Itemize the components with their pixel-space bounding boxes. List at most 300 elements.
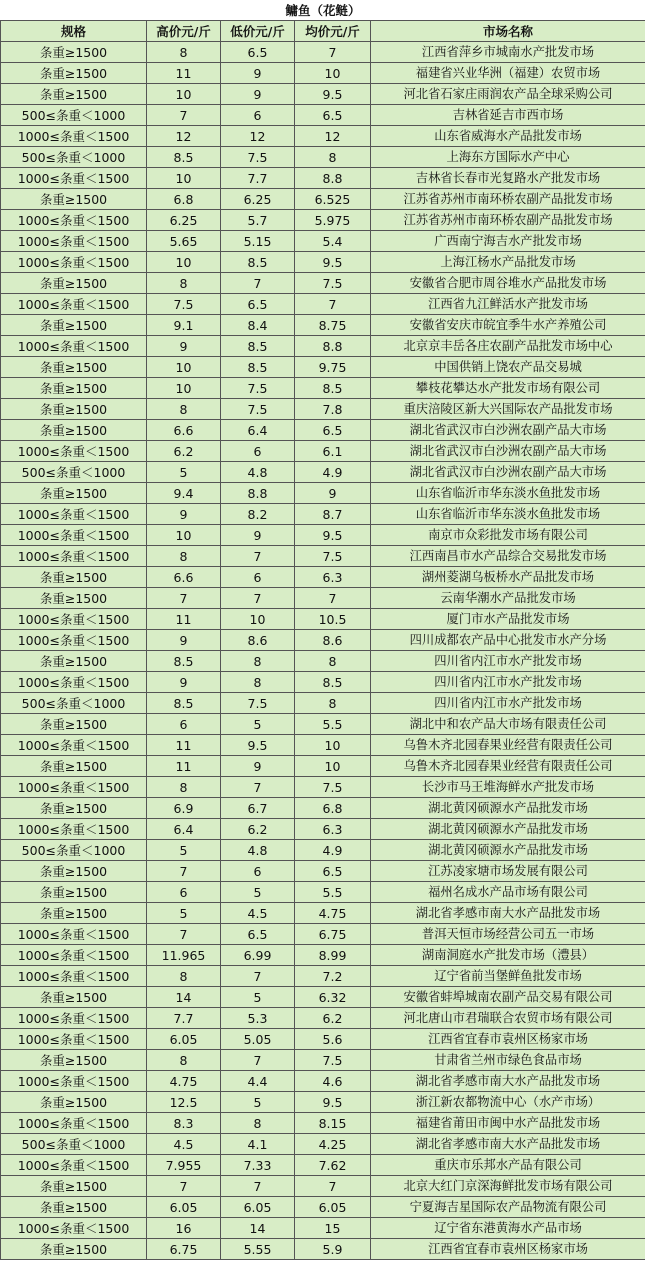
cell-high-price: 6.6 (147, 567, 221, 588)
cell-high-price: 8.5 (147, 147, 221, 168)
cell-low-price: 8.2 (221, 504, 295, 525)
cell-high-price: 9 (147, 504, 221, 525)
cell-avg-price: 4.75 (295, 903, 371, 924)
cell-market-name: 乌鲁木齐北园春果业经营有限责任公司 (371, 756, 645, 777)
cell-high-price: 10 (147, 378, 221, 399)
cell-market-name: 宁夏海吉星国际农产品物流有限公司 (371, 1197, 645, 1218)
cell-low-price: 7 (221, 546, 295, 567)
cell-high-price: 8 (147, 777, 221, 798)
table-row (1, 231, 645, 252)
cell-avg-price: 5.6 (295, 1029, 371, 1050)
table-row (1, 357, 645, 378)
table-row (1, 420, 645, 441)
table-row (1, 126, 645, 147)
cell-high-price: 12 (147, 126, 221, 147)
table-row (1, 798, 645, 819)
cell-spec: 条重≥1500 (1, 1197, 147, 1218)
table-row (1, 987, 645, 1008)
table-row (1, 609, 645, 630)
cell-high-price: 7.7 (147, 1008, 221, 1029)
cell-high-price: 7.955 (147, 1155, 221, 1176)
table-row (1, 882, 645, 903)
cell-avg-price: 8.5 (295, 672, 371, 693)
cell-low-price: 8 (221, 672, 295, 693)
cell-avg-price: 7 (295, 294, 371, 315)
cell-avg-price: 5.5 (295, 714, 371, 735)
table-row (1, 105, 645, 126)
cell-high-price: 11 (147, 735, 221, 756)
cell-avg-price: 10 (295, 63, 371, 84)
cell-low-price: 14 (221, 1218, 295, 1239)
cell-avg-price: 8.6 (295, 630, 371, 651)
cell-avg-price: 8.8 (295, 336, 371, 357)
cell-avg-price: 5.975 (295, 210, 371, 231)
cell-market-name: 福建省兴业华洲（福建）农贸市场 (371, 63, 645, 84)
cell-avg-price: 9 (295, 483, 371, 504)
cell-high-price: 6.75 (147, 1239, 221, 1260)
table-row (1, 210, 645, 231)
cell-low-price: 6 (221, 861, 295, 882)
cell-avg-price: 6.5 (295, 105, 371, 126)
cell-market-name: 重庆涪陵区新大兴国际农产品批发市场 (371, 399, 645, 420)
cell-market-name: 南京市众彩批发市场有限公司 (371, 525, 645, 546)
table-row (1, 273, 645, 294)
cell-market-name: 四川省内江市水产批发市场 (371, 651, 645, 672)
cell-market-name: 山东省威海水产品批发市场 (371, 126, 645, 147)
table-row (1, 441, 645, 462)
cell-spec: 1000≤条重＜1500 (1, 441, 147, 462)
cell-market-name: 江西省九江鲜活水产批发市场 (371, 294, 645, 315)
cell-avg-price: 9.5 (295, 1092, 371, 1113)
cell-low-price: 6.4 (221, 420, 295, 441)
cell-market-name: 湖北省武汉市白沙洲农副产品大市场 (371, 441, 645, 462)
cell-avg-price: 8.15 (295, 1113, 371, 1134)
cell-low-price: 5 (221, 987, 295, 1008)
cell-high-price: 11.965 (147, 945, 221, 966)
cell-spec: 1000≤条重＜1500 (1, 126, 147, 147)
cell-avg-price: 8 (295, 651, 371, 672)
cell-market-name: 中国供销上饶农产品交易城 (371, 357, 645, 378)
table-row (1, 1008, 645, 1029)
table-row (1, 735, 645, 756)
cell-high-price: 8 (147, 273, 221, 294)
cell-market-name: 吉林省长春市光复路水产批发市场 (371, 168, 645, 189)
cell-spec: 1000≤条重＜1500 (1, 1029, 147, 1050)
cell-market-name: 江苏省苏州市南环桥农副产品批发市场 (371, 210, 645, 231)
cell-avg-price: 8.75 (295, 315, 371, 336)
cell-spec: 条重≥1500 (1, 483, 147, 504)
cell-spec: 条重≥1500 (1, 1176, 147, 1197)
cell-low-price: 9 (221, 756, 295, 777)
cell-market-name: 江西南昌市水产品综合交易批发市场 (371, 546, 645, 567)
cell-spec: 1000≤条重＜1500 (1, 609, 147, 630)
table-row (1, 1218, 645, 1239)
cell-market-name: 江西省萍乡市城南水产批发市场 (371, 42, 645, 63)
cell-avg-price: 6.32 (295, 987, 371, 1008)
cell-high-price: 4.75 (147, 1071, 221, 1092)
cell-spec: 条重≥1500 (1, 987, 147, 1008)
cell-avg-price: 6.5 (295, 420, 371, 441)
cell-low-price: 6 (221, 441, 295, 462)
table-row (1, 630, 645, 651)
cell-high-price: 7 (147, 924, 221, 945)
table-row (1, 1113, 645, 1134)
cell-market-name: 湖州菱湖乌板桥水产品批发市场 (371, 567, 645, 588)
cell-avg-price: 7.5 (295, 1050, 371, 1071)
cell-avg-price: 7.62 (295, 1155, 371, 1176)
cell-spec: 1000≤条重＜1500 (1, 231, 147, 252)
cell-low-price: 8 (221, 1113, 295, 1134)
cell-low-price: 6 (221, 105, 295, 126)
cell-spec: 500≤条重＜1000 (1, 105, 147, 126)
table-row (1, 525, 645, 546)
cell-market-name: 安徽省合肥市周谷堆水产品批发市场 (371, 273, 645, 294)
cell-spec: 条重≥1500 (1, 84, 147, 105)
cell-low-price: 7 (221, 966, 295, 987)
cell-spec: 1000≤条重＜1500 (1, 1071, 147, 1092)
table-row (1, 63, 645, 84)
cell-avg-price: 9.5 (295, 252, 371, 273)
table-row (1, 672, 645, 693)
cell-spec: 条重≥1500 (1, 1092, 147, 1113)
cell-low-price: 6.5 (221, 42, 295, 63)
cell-market-name: 湖南洞庭水产批发市场（澧县） (371, 945, 645, 966)
cell-avg-price: 9.5 (295, 84, 371, 105)
table-row (1, 966, 645, 987)
cell-low-price: 6.99 (221, 945, 295, 966)
cell-market-name: 山东省临沂市华东淡水鱼批发市场 (371, 504, 645, 525)
cell-market-name: 厦门市水产品批发市场 (371, 609, 645, 630)
cell-avg-price: 4.9 (295, 840, 371, 861)
cell-market-name: 辽宁省前当堡鲜鱼批发市场 (371, 966, 645, 987)
cell-low-price: 5.3 (221, 1008, 295, 1029)
cell-market-name: 上海东方国际水产中心 (371, 147, 645, 168)
table-row (1, 1071, 645, 1092)
cell-high-price: 8 (147, 546, 221, 567)
cell-low-price: 5.15 (221, 231, 295, 252)
cell-high-price: 8.3 (147, 1113, 221, 1134)
cell-avg-price: 6.525 (295, 189, 371, 210)
table-title: 鳙鱼（花鲢） (1, 0, 645, 21)
cell-spec: 条重≥1500 (1, 1050, 147, 1071)
cell-low-price: 9.5 (221, 735, 295, 756)
cell-avg-price: 6.05 (295, 1197, 371, 1218)
table-row (1, 756, 645, 777)
cell-high-price: 6.2 (147, 441, 221, 462)
cell-low-price: 7.7 (221, 168, 295, 189)
cell-high-price: 8 (147, 42, 221, 63)
cell-spec: 1000≤条重＜1500 (1, 168, 147, 189)
table-row (1, 483, 645, 504)
cell-market-name: 乌鲁木齐北园春果业经营有限责任公司 (371, 735, 645, 756)
cell-high-price: 10 (147, 252, 221, 273)
table-row (1, 42, 645, 63)
header-avg-price: 均价元/斤 (295, 21, 371, 42)
cell-market-name: 江西省宜春市袁州区杨家市场 (371, 1029, 645, 1050)
cell-low-price: 7 (221, 588, 295, 609)
table-row (1, 1050, 645, 1071)
cell-high-price: 4.5 (147, 1134, 221, 1155)
cell-low-price: 5 (221, 714, 295, 735)
cell-market-name: 上海江杨水产品批发市场 (371, 252, 645, 273)
header-low-price: 低价元/斤 (221, 21, 295, 42)
cell-avg-price: 6.5 (295, 861, 371, 882)
table-row (1, 1239, 645, 1260)
cell-low-price: 6.7 (221, 798, 295, 819)
cell-high-price: 7.5 (147, 294, 221, 315)
cell-market-name: 安徽省蚌埠城南农副产品交易有限公司 (371, 987, 645, 1008)
cell-low-price: 8 (221, 651, 295, 672)
cell-spec: 1000≤条重＜1500 (1, 630, 147, 651)
cell-low-price: 7.5 (221, 399, 295, 420)
cell-low-price: 8.5 (221, 252, 295, 273)
cell-spec: 1000≤条重＜1500 (1, 1008, 147, 1029)
table-row (1, 777, 645, 798)
cell-market-name: 北京京丰岳各庄农副产品批发市场中心 (371, 336, 645, 357)
cell-avg-price: 4.25 (295, 1134, 371, 1155)
cell-market-name: 吉林省延吉市西市场 (371, 105, 645, 126)
cell-low-price: 8.4 (221, 315, 295, 336)
cell-spec: 500≤条重＜1000 (1, 1134, 147, 1155)
table-row (1, 378, 645, 399)
cell-market-name: 湖北中和农产品大市场有限责任公司 (371, 714, 645, 735)
cell-spec: 500≤条重＜1000 (1, 840, 147, 861)
cell-high-price: 9 (147, 630, 221, 651)
cell-market-name: 四川省内江市水产批发市场 (371, 693, 645, 714)
cell-low-price: 6.25 (221, 189, 295, 210)
table-row (1, 168, 645, 189)
cell-avg-price: 8 (295, 147, 371, 168)
table-row (1, 819, 645, 840)
cell-avg-price: 8 (295, 693, 371, 714)
cell-high-price: 7 (147, 861, 221, 882)
cell-high-price: 10 (147, 168, 221, 189)
cell-avg-price: 9.75 (295, 357, 371, 378)
cell-high-price: 6.05 (147, 1197, 221, 1218)
cell-avg-price: 10 (295, 735, 371, 756)
cell-avg-price: 7.8 (295, 399, 371, 420)
cell-spec: 1000≤条重＜1500 (1, 294, 147, 315)
cell-high-price: 6.05 (147, 1029, 221, 1050)
cell-high-price: 6 (147, 882, 221, 903)
table-row (1, 714, 645, 735)
cell-high-price: 6.6 (147, 420, 221, 441)
cell-market-name: 福州名成水产品市场有限公司 (371, 882, 645, 903)
cell-market-name: 江苏省苏州市南环桥农副产品批发市场 (371, 189, 645, 210)
cell-low-price: 6.5 (221, 294, 295, 315)
cell-high-price: 7 (147, 588, 221, 609)
table-row (1, 945, 645, 966)
cell-avg-price: 8.5 (295, 378, 371, 399)
table-row (1, 462, 645, 483)
cell-market-name: 四川成都农产品中心批发市水产分场 (371, 630, 645, 651)
table-row (1, 1176, 645, 1197)
cell-spec: 1000≤条重＜1500 (1, 777, 147, 798)
cell-avg-price: 5.9 (295, 1239, 371, 1260)
header-market-name: 市场名称 (371, 21, 645, 42)
cell-spec: 500≤条重＜1000 (1, 693, 147, 714)
cell-avg-price: 7 (295, 1176, 371, 1197)
cell-high-price: 6 (147, 714, 221, 735)
cell-low-price: 4.8 (221, 462, 295, 483)
cell-low-price: 5 (221, 1092, 295, 1113)
cell-spec: 条重≥1500 (1, 399, 147, 420)
cell-market-name: 江苏凌家塘市场发展有限公司 (371, 861, 645, 882)
cell-high-price: 5 (147, 840, 221, 861)
table-row (1, 840, 645, 861)
cell-spec: 1000≤条重＜1500 (1, 966, 147, 987)
cell-spec: 500≤条重＜1000 (1, 462, 147, 483)
cell-spec: 条重≥1500 (1, 798, 147, 819)
cell-high-price: 8 (147, 399, 221, 420)
cell-avg-price: 6.2 (295, 1008, 371, 1029)
cell-low-price: 6.05 (221, 1197, 295, 1218)
cell-low-price: 5.7 (221, 210, 295, 231)
cell-spec: 条重≥1500 (1, 42, 147, 63)
cell-market-name: 重庆市乐邦水产品有限公司 (371, 1155, 645, 1176)
cell-low-price: 5.05 (221, 1029, 295, 1050)
cell-spec: 条重≥1500 (1, 714, 147, 735)
cell-market-name: 湖北黄冈硕源水产品批发市场 (371, 819, 645, 840)
cell-avg-price: 15 (295, 1218, 371, 1239)
cell-market-name: 辽宁省东港黄海水产品市场 (371, 1218, 645, 1239)
title-row (1, 0, 645, 21)
cell-market-name: 河北唐山市君瑞联合农贸市场有限公司 (371, 1008, 645, 1029)
cell-market-name: 湖北黄冈硕源水产品批发市场 (371, 840, 645, 861)
cell-spec: 1000≤条重＜1500 (1, 1218, 147, 1239)
cell-high-price: 16 (147, 1218, 221, 1239)
cell-spec: 1000≤条重＜1500 (1, 336, 147, 357)
cell-market-name: 长沙市马王堆海鲜水产批发市场 (371, 777, 645, 798)
cell-high-price: 10 (147, 84, 221, 105)
cell-high-price: 11 (147, 63, 221, 84)
cell-low-price: 8.5 (221, 357, 295, 378)
cell-avg-price: 8.7 (295, 504, 371, 525)
cell-high-price: 9.1 (147, 315, 221, 336)
cell-market-name: 广西南宁海吉水产批发市场 (371, 231, 645, 252)
cell-high-price: 6.8 (147, 189, 221, 210)
table-row (1, 84, 645, 105)
table-row (1, 1134, 645, 1155)
cell-avg-price: 10.5 (295, 609, 371, 630)
cell-spec: 条重≥1500 (1, 756, 147, 777)
cell-low-price: 4.1 (221, 1134, 295, 1155)
cell-high-price: 7 (147, 105, 221, 126)
cell-market-name: 山东省临沂市华东淡水鱼批发市场 (371, 483, 645, 504)
cell-high-price: 10 (147, 357, 221, 378)
cell-avg-price: 6.3 (295, 567, 371, 588)
table-row (1, 651, 645, 672)
cell-spec: 1000≤条重＜1500 (1, 1113, 147, 1134)
cell-spec: 条重≥1500 (1, 315, 147, 336)
cell-spec: 1000≤条重＜1500 (1, 945, 147, 966)
table-row (1, 294, 645, 315)
cell-low-price: 5 (221, 882, 295, 903)
table-row (1, 399, 645, 420)
cell-spec: 条重≥1500 (1, 273, 147, 294)
cell-low-price: 7 (221, 1176, 295, 1197)
cell-low-price: 7 (221, 777, 295, 798)
cell-high-price: 5 (147, 903, 221, 924)
table-row (1, 546, 645, 567)
table-row (1, 1092, 645, 1113)
cell-spec: 1000≤条重＜1500 (1, 735, 147, 756)
cell-low-price: 6.2 (221, 819, 295, 840)
cell-low-price: 7 (221, 273, 295, 294)
cell-spec: 条重≥1500 (1, 567, 147, 588)
cell-avg-price: 4.6 (295, 1071, 371, 1092)
cell-spec: 1000≤条重＜1500 (1, 819, 147, 840)
cell-low-price: 5.55 (221, 1239, 295, 1260)
cell-avg-price: 6.75 (295, 924, 371, 945)
cell-low-price: 8.5 (221, 336, 295, 357)
cell-high-price: 8.5 (147, 693, 221, 714)
cell-avg-price: 6.3 (295, 819, 371, 840)
cell-spec: 1000≤条重＜1500 (1, 672, 147, 693)
table-row (1, 903, 645, 924)
cell-spec: 500≤条重＜1000 (1, 147, 147, 168)
cell-market-name: 湖北省武汉市白沙洲农副产品大市场 (371, 462, 645, 483)
cell-low-price: 10 (221, 609, 295, 630)
cell-market-name: 河北省石家庄雨润农产品全球采购公司 (371, 84, 645, 105)
cell-low-price: 7.33 (221, 1155, 295, 1176)
cell-spec: 条重≥1500 (1, 63, 147, 84)
table-row (1, 861, 645, 882)
cell-low-price: 7.5 (221, 693, 295, 714)
cell-market-name: 北京大红门京深海鲜批发市场有限公司 (371, 1176, 645, 1197)
cell-spec: 1000≤条重＜1500 (1, 252, 147, 273)
cell-market-name: 湖北省孝感市南大水产品批发市场 (371, 1134, 645, 1155)
cell-high-price: 11 (147, 609, 221, 630)
cell-avg-price: 7 (295, 588, 371, 609)
table-row (1, 1029, 645, 1050)
cell-low-price: 4.8 (221, 840, 295, 861)
cell-low-price: 6.5 (221, 924, 295, 945)
cell-high-price: 6.4 (147, 819, 221, 840)
cell-low-price: 4.5 (221, 903, 295, 924)
cell-spec: 条重≥1500 (1, 189, 147, 210)
cell-high-price: 6.25 (147, 210, 221, 231)
cell-market-name: 甘肃省兰州市绿色食品市场 (371, 1050, 645, 1071)
cell-spec: 条重≥1500 (1, 651, 147, 672)
cell-avg-price: 5.4 (295, 231, 371, 252)
table-row (1, 1155, 645, 1176)
cell-low-price: 7 (221, 1050, 295, 1071)
table-row (1, 567, 645, 588)
cell-low-price: 7.5 (221, 147, 295, 168)
cell-high-price: 11 (147, 756, 221, 777)
cell-avg-price: 7.5 (295, 546, 371, 567)
table-row (1, 1197, 645, 1218)
cell-avg-price: 4.9 (295, 462, 371, 483)
cell-avg-price: 8.99 (295, 945, 371, 966)
cell-avg-price: 7 (295, 42, 371, 63)
cell-market-name: 湖北省孝感市南大水产品批发市场 (371, 1071, 645, 1092)
cell-low-price: 9 (221, 84, 295, 105)
cell-high-price: 5.65 (147, 231, 221, 252)
table-row (1, 252, 645, 273)
cell-spec: 条重≥1500 (1, 357, 147, 378)
cell-market-name: 福建省莆田市闽中水产品批发市场 (371, 1113, 645, 1134)
cell-spec: 条重≥1500 (1, 861, 147, 882)
cell-market-name: 云南华潮水产品批发市场 (371, 588, 645, 609)
table-row (1, 588, 645, 609)
cell-spec: 条重≥1500 (1, 420, 147, 441)
cell-high-price: 6.9 (147, 798, 221, 819)
cell-spec: 1000≤条重＜1500 (1, 210, 147, 231)
cell-avg-price: 5.5 (295, 882, 371, 903)
cell-avg-price: 8.8 (295, 168, 371, 189)
